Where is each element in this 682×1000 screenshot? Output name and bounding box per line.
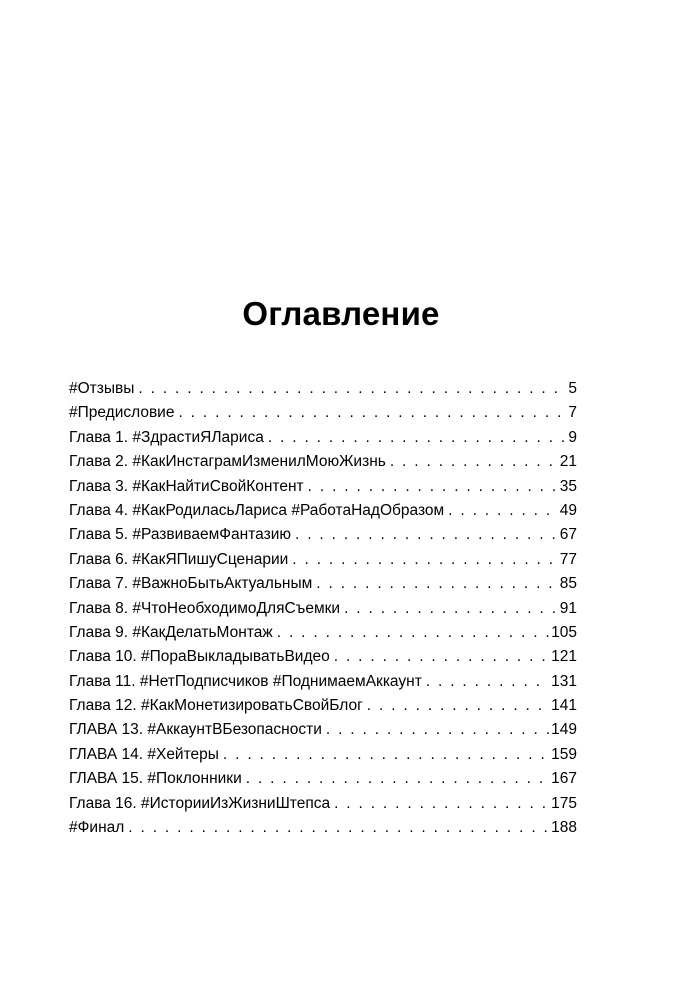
toc-entry-title: Глава 11. #НетПодписчиков #ПоднимаемАккаунт bbox=[69, 672, 422, 690]
toc-entry-title: Глава 5. #РазвиваемФантазию bbox=[69, 526, 291, 544]
toc-entry bbox=[69, 645, 577, 669]
toc-entry bbox=[69, 767, 577, 791]
toc-entry bbox=[69, 377, 577, 401]
toc-page-number: 67 bbox=[559, 526, 577, 544]
toc-page-number: 188 bbox=[551, 819, 577, 837]
toc-entry bbox=[69, 792, 577, 816]
toc-dot-leader bbox=[246, 767, 549, 791]
toc-page-number: 9 bbox=[568, 428, 577, 446]
toc-entry bbox=[69, 621, 577, 645]
toc-entry bbox=[69, 816, 577, 840]
toc-dot-leader bbox=[448, 499, 558, 523]
toc-entry bbox=[69, 743, 577, 767]
toc-entry bbox=[69, 523, 577, 547]
toc-entry bbox=[69, 694, 577, 718]
toc-entry-title: Глава 12. #КакМонетизироватьСвойБлог bbox=[69, 697, 363, 715]
toc-page-number: 149 bbox=[551, 721, 577, 739]
toc-entry bbox=[69, 718, 577, 742]
toc-page-number: 167 bbox=[551, 770, 577, 788]
toc-entry bbox=[69, 475, 577, 499]
toc-page-number: 121 bbox=[551, 648, 577, 666]
toc-dot-leader bbox=[128, 816, 549, 840]
toc-page-number: 49 bbox=[559, 501, 577, 519]
toc-entry-title: Глава 16. #ИсторииИзЖизниШтепса bbox=[69, 794, 331, 812]
toc-dot-leader bbox=[138, 377, 566, 401]
toc-dot-leader bbox=[308, 475, 558, 499]
toc-entry bbox=[69, 670, 577, 694]
toc-entry bbox=[69, 401, 577, 425]
toc-page-number: 141 bbox=[551, 697, 577, 715]
toc-entry-title: Глава 7. #ВажноБытьАктуальным bbox=[69, 575, 313, 593]
toc-dot-leader bbox=[316, 572, 557, 596]
toc-dot-leader bbox=[223, 743, 549, 767]
toc-dot-leader bbox=[334, 792, 549, 816]
toc-dot-leader bbox=[426, 670, 549, 694]
toc-entry bbox=[69, 572, 577, 596]
toc-page-number: 175 bbox=[551, 794, 577, 812]
toc-page-number: 159 bbox=[551, 745, 577, 763]
toc-entry-title: #Отзывы bbox=[69, 380, 135, 397]
toc-dot-leader bbox=[390, 450, 558, 474]
toc-page-number: 85 bbox=[559, 575, 577, 593]
toc-page-number: 5 bbox=[568, 380, 577, 397]
toc-entry-title: Глава 3. #КакНайтиСвойКонтент bbox=[69, 477, 304, 495]
toc-entry bbox=[69, 548, 577, 572]
toc-entry bbox=[69, 597, 577, 621]
page-title: Оглавление bbox=[242, 295, 440, 332]
toc-dot-leader bbox=[277, 621, 549, 645]
toc-dot-leader bbox=[268, 426, 567, 450]
toc-entry bbox=[69, 426, 577, 450]
toc-entry-title: ГЛАВА 15. #Поклонники bbox=[69, 770, 242, 788]
toc-entry bbox=[69, 499, 577, 523]
toc-entry-title: ГЛАВА 14. #Хейтеры bbox=[69, 745, 219, 763]
toc-page-number: 21 bbox=[559, 453, 577, 471]
toc-entry-title: #Финал bbox=[69, 819, 125, 837]
toc-entry-title: Глава 6. #КакЯПишуСценарии bbox=[69, 550, 289, 568]
toc-dot-leader bbox=[292, 548, 557, 572]
toc-entry-title: Глава 8. #ЧтоНеобходимоДляСъемки bbox=[69, 599, 341, 617]
toc-entry-title: Глава 9. #КакДелатьМонтаж bbox=[69, 623, 273, 641]
toc-page-number: 35 bbox=[559, 477, 577, 495]
toc-dot-leader bbox=[178, 401, 566, 425]
toc-page-number: 77 bbox=[559, 550, 577, 568]
table-of-contents bbox=[69, 377, 577, 840]
toc-entry-title: Глава 4. #КакРодиласьЛариса #РаботаНадОбразом bbox=[69, 501, 445, 519]
toc-entry-title: Глава 1. #ЗдрастиЯЛариса bbox=[69, 428, 264, 446]
toc-entry-title: #Предисловие bbox=[69, 404, 175, 422]
toc-page-number: 91 bbox=[559, 599, 577, 617]
toc-dot-leader bbox=[367, 694, 549, 718]
toc-page-number: 7 bbox=[568, 404, 577, 422]
toc-entry-title: Глава 2. #КакИнстаграмИзменилМоюЖизнь bbox=[69, 453, 386, 471]
toc-page-number: 105 bbox=[551, 623, 577, 641]
toc-dot-leader bbox=[326, 718, 549, 742]
toc-entry bbox=[69, 450, 577, 474]
toc-entry-title: Глава 10. #ПораВыкладыватьВидео bbox=[69, 648, 330, 666]
toc-dot-leader bbox=[334, 645, 549, 669]
toc-page-number: 131 bbox=[551, 672, 577, 690]
toc-entry-title: ГЛАВА 13. #АккаунтВБезопасности bbox=[69, 721, 322, 739]
toc-dot-leader bbox=[344, 597, 558, 621]
toc-dot-leader bbox=[295, 523, 558, 547]
